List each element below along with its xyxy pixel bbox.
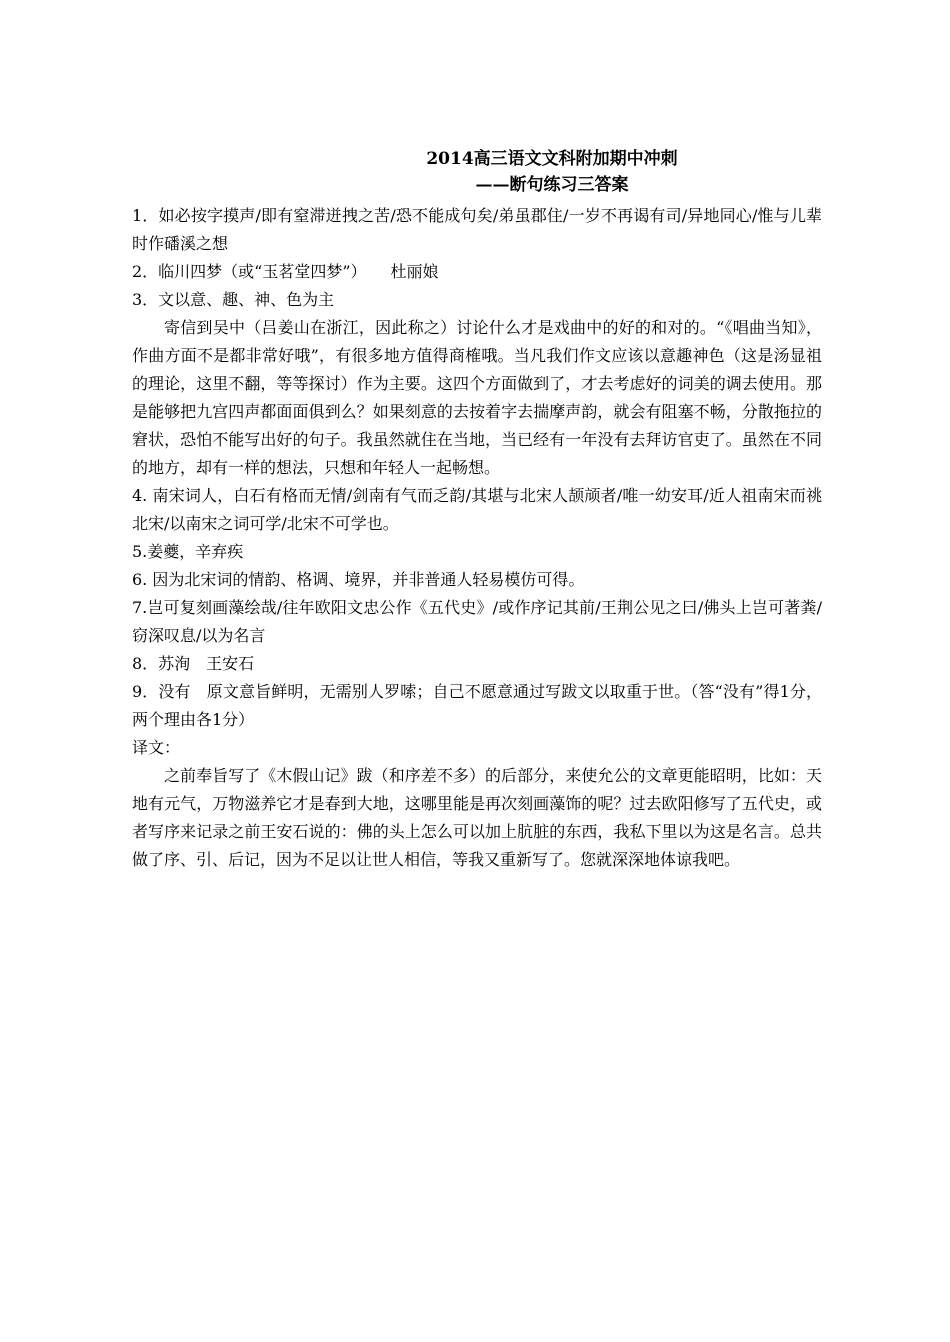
answer-4: 4. 南宋词人，白石有格而无情/剑南有气而乏韵/其堪与北宋人颉颃者/唯一幼安耳/近人祖南宋而祧北宋/以南宋之词可学/北宋不可学也。 [132, 486, 822, 533]
answer-5: 5.姜夔，辛弃疾 [132, 542, 244, 561]
document-subtitle: ——断句练习三答案 [475, 175, 629, 195]
answer-1: 1．如必按字摸声/即有窒滞迸拽之苦/恐不能成句矣/弟虽郡住/一岁不再谒有司/异地同心/惟与儿辈时作磻溪之想 [132, 206, 822, 253]
answer-3-translation: 寄信到吴中（吕姜山在浙江，因此称之）讨论什么才是戏曲中的好的和对的。“《唱曲当知》，作曲方面不是都非常好哦”，有很多地方值得商榷哦。当凡我们作文应该以意趣神色（这是汤显祖的理论，这里不翻，等等探讨）作为主要。这四个方面做到了，才去考虑好的词美的调去使用。那是能够把九宫四声都面面俱到么？如果刻意的去按着字去揣摩声韵，就会有阻塞不畅，分散拖拉的窘状，恐怕不能写出好的句子。我虽然就住在当地，当已经有一年没有去拜访官吏了。虽然在不同的地方，却有一样的想法，只想和年轻人一起畅想。 [132, 318, 822, 477]
answer-7: 7.岂可复刻画藻绘哉/往年欧阳文忠公作《五代史》/或作序记其前/王荆公见之曰/佛头上岂可著粪/窃深叹息/以为名言 [132, 598, 822, 645]
document-page [132, 146, 822, 874]
translation-heading: 译文： [132, 738, 181, 757]
answer-9: 9．没有 原文意旨鲜明，无需别人罗嗦；自己不愿意通过写跋文以取重于世。（答“没有”得1分，两个理由各1分） [132, 682, 822, 729]
document-title: 2014高三语文文科附加期中冲刺 [426, 149, 678, 169]
answer-6: 6. 因为北宋词的情韵、格调、境界，并非普通人轻易模仿可得。 [132, 570, 585, 589]
translation-body: 之前奉旨写了《木假山记》跋（和序差不多）的后部分，来使允公的文章更能昭明，比如：天地有元气，万物滋养它才是春到大地，这哪里能是再次刻画藻饰的呢？过去欧阳修写了五代史，或者写序来记录之前王安石说的：佛的头上怎么可以加上肮脏的东西，我私下里以为这是名言。总共做了序、引、后记，因为不足以让世人相信，等我又重新写了。您就深深地体谅我吧。 [132, 766, 822, 869]
answer-2: 2．临川四梦（或“玉茗堂四梦”） 杜丽娘 [132, 262, 439, 281]
answer-8: 8．苏洵 王安石 [132, 654, 255, 673]
answer-3: 3．文以意、趣、神、色为主 [132, 290, 335, 309]
